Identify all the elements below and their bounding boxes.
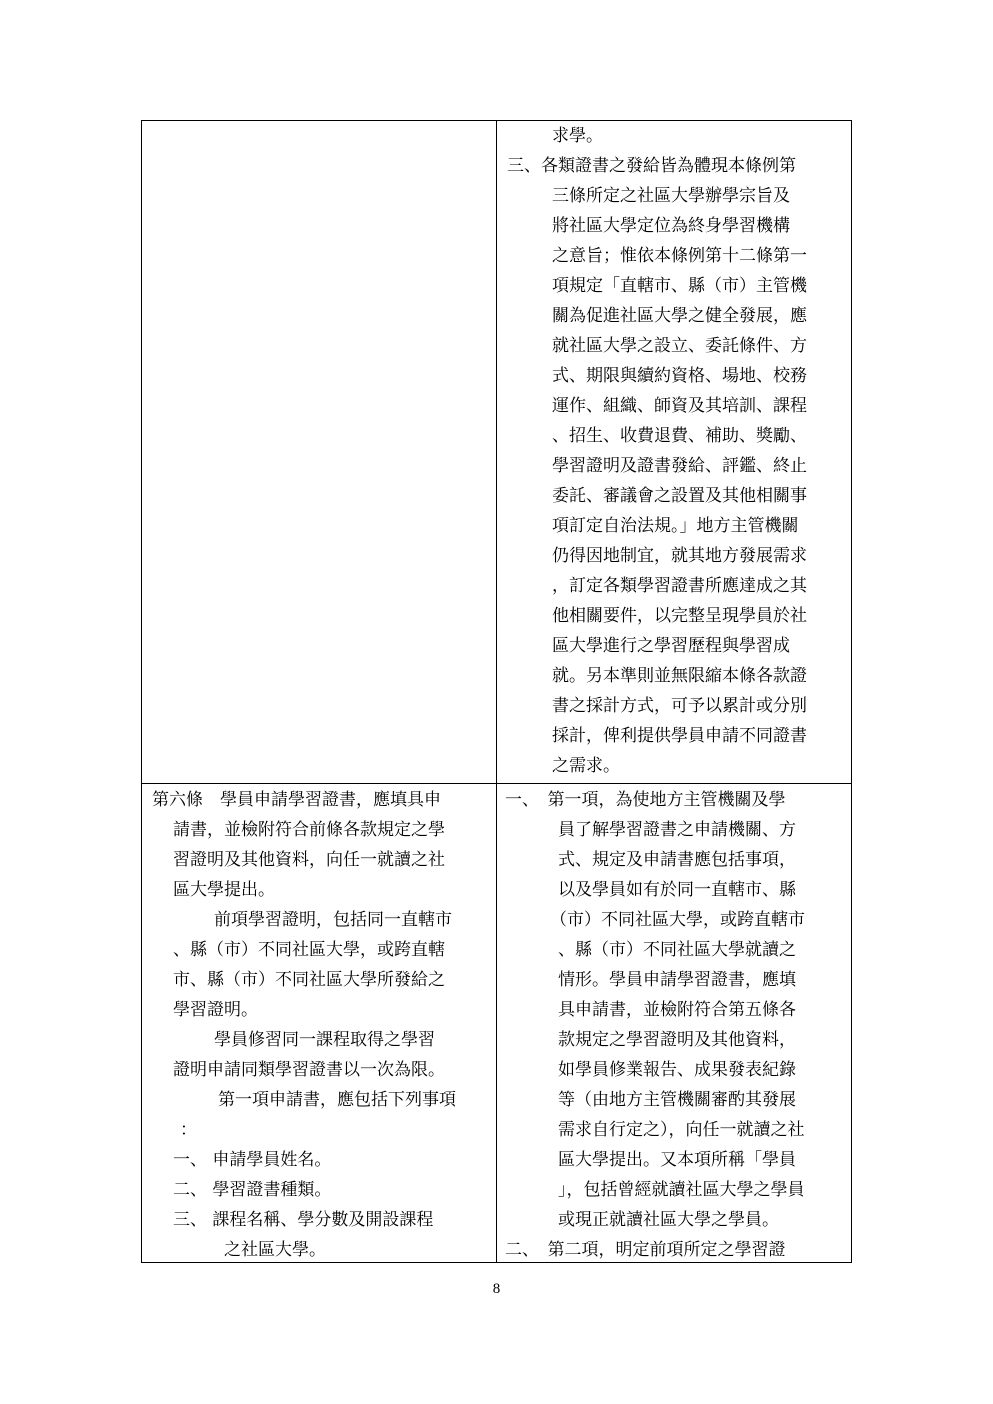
text-line: 習證明及其他資料，向任一就讀之社 xyxy=(173,850,445,870)
column-divider xyxy=(496,121,497,1262)
text-line: 學員修習同一課程取得之學習 xyxy=(214,1030,435,1050)
text-line: 需求自行定之），向任一就讀之社 xyxy=(558,1120,805,1140)
text-line: 採計，俾利提供學員申請不同證書 xyxy=(552,726,807,746)
text-line: 三、各類證書之發給皆為體現本條例第 xyxy=(507,156,796,176)
text-line: 、招生、收費退費、補助、獎勵、 xyxy=(552,426,807,446)
text-line: 之社區大學。 xyxy=(224,1240,326,1260)
text-line: 員了解學習證書之申請機關、方 xyxy=(558,820,796,840)
list-item: 三、 課程名稱、學分數及開設課程 xyxy=(173,1210,434,1230)
text-line: 之意旨；惟依本條例第十二條第一 xyxy=(552,246,807,266)
text-line: 區大學進行之學習歷程與學習成 xyxy=(552,636,790,656)
text-line: 學習證明。 xyxy=(173,1000,258,1020)
text-line: 以及學員如有於同一直轄市、縣 xyxy=(558,880,796,900)
text-line: 他相關要件，以完整呈現學員於社 xyxy=(552,606,807,626)
page-number: 8 xyxy=(492,1281,501,1297)
text-line: （市）不同社區大學，或跨直轄市 xyxy=(550,910,805,930)
text-line: 第一項申請書，應包括下列事項 xyxy=(218,1090,456,1110)
text-line: 請書，並檢附符合前條各款規定之學 xyxy=(173,820,445,840)
text-line: 或現正就讀社區大學之學員。 xyxy=(558,1210,779,1230)
list-item: 二、 第二項，明定前項所定之學習證 xyxy=(505,1240,786,1260)
text-line: 區大學提出。又本項所稱「學員 xyxy=(558,1150,796,1170)
text-line: 項訂定自治法規。」地方主管機關 xyxy=(552,516,799,536)
text-line: 、縣（市）不同社區大學就讀之 xyxy=(558,940,796,960)
list-item: 一、 第一項，為使地方主管機關及學 xyxy=(505,790,786,810)
text-line: 市、縣（市）不同社區大學所發給之 xyxy=(173,970,445,990)
article-heading: 第六條 學員申請學習證書，應填具申 xyxy=(152,790,441,810)
text-line: 等（由地方主管機關審酌其發展 xyxy=(558,1090,796,1110)
text-line: ，訂定各類學習證書所應達成之其 xyxy=(552,576,807,596)
text-line: 學習證明及證書發給、評鑑、終止 xyxy=(552,456,807,476)
text-line: 式、規定及申請書應包括事項， xyxy=(558,850,796,870)
text-line: 委託、審議會之設置及其他相關事 xyxy=(552,486,807,506)
text-line: 如學員修業報告、成果發表紀錄 xyxy=(558,1060,796,1080)
text-line: 項規定「直轄市、縣（市）主管機 xyxy=(552,276,807,296)
list-item: 一、 申請學員姓名。 xyxy=(173,1150,332,1170)
text-line: 具申請書，並檢附符合第五條各 xyxy=(558,1000,796,1020)
text-line: 」，包括曾經就讀社區大學之學員 xyxy=(558,1180,805,1200)
text-line: 情形。學員申請學習證書，應填 xyxy=(558,970,796,990)
text-line: 前項學習證明，包括同一直轄市 xyxy=(214,910,452,930)
regulation-comparison-table xyxy=(141,120,852,1263)
text-line: 就。另本準則並無限縮本條各款證 xyxy=(552,666,807,686)
text-line: 書之採計方式，可予以累計或分別 xyxy=(552,696,807,716)
text-line: 關為促進社區大學之健全發展，應 xyxy=(552,306,807,326)
text-line: 就社區大學之設立、委託條件、方 xyxy=(552,336,807,356)
text-line: 將社區大學定位為終身學習機構 xyxy=(552,216,790,236)
text-line: ： xyxy=(180,1120,197,1140)
text-line: 仍得因地制宜，就其地方發展需求 xyxy=(552,546,807,566)
list-item: 二、 學習證書種類。 xyxy=(173,1180,332,1200)
text-line: 之需求。 xyxy=(552,756,620,776)
row-divider xyxy=(142,783,851,784)
text-line: 運作、組織、師資及其培訓、課程 xyxy=(552,396,807,416)
text-line: 式、期限與續約資格、場地、校務 xyxy=(552,366,807,386)
text-line: 區大學提出。 xyxy=(173,880,275,900)
text-line: 款規定之學習證明及其他資料， xyxy=(558,1030,796,1050)
text-line: 、縣（市）不同社區大學，或跨直轄 xyxy=(173,940,445,960)
text-line: 證明申請同類學習證書以一次為限。 xyxy=(173,1060,445,1080)
text-line: 三條所定之社區大學辦學宗旨及 xyxy=(552,186,790,206)
text-line: 求學。 xyxy=(552,126,603,146)
